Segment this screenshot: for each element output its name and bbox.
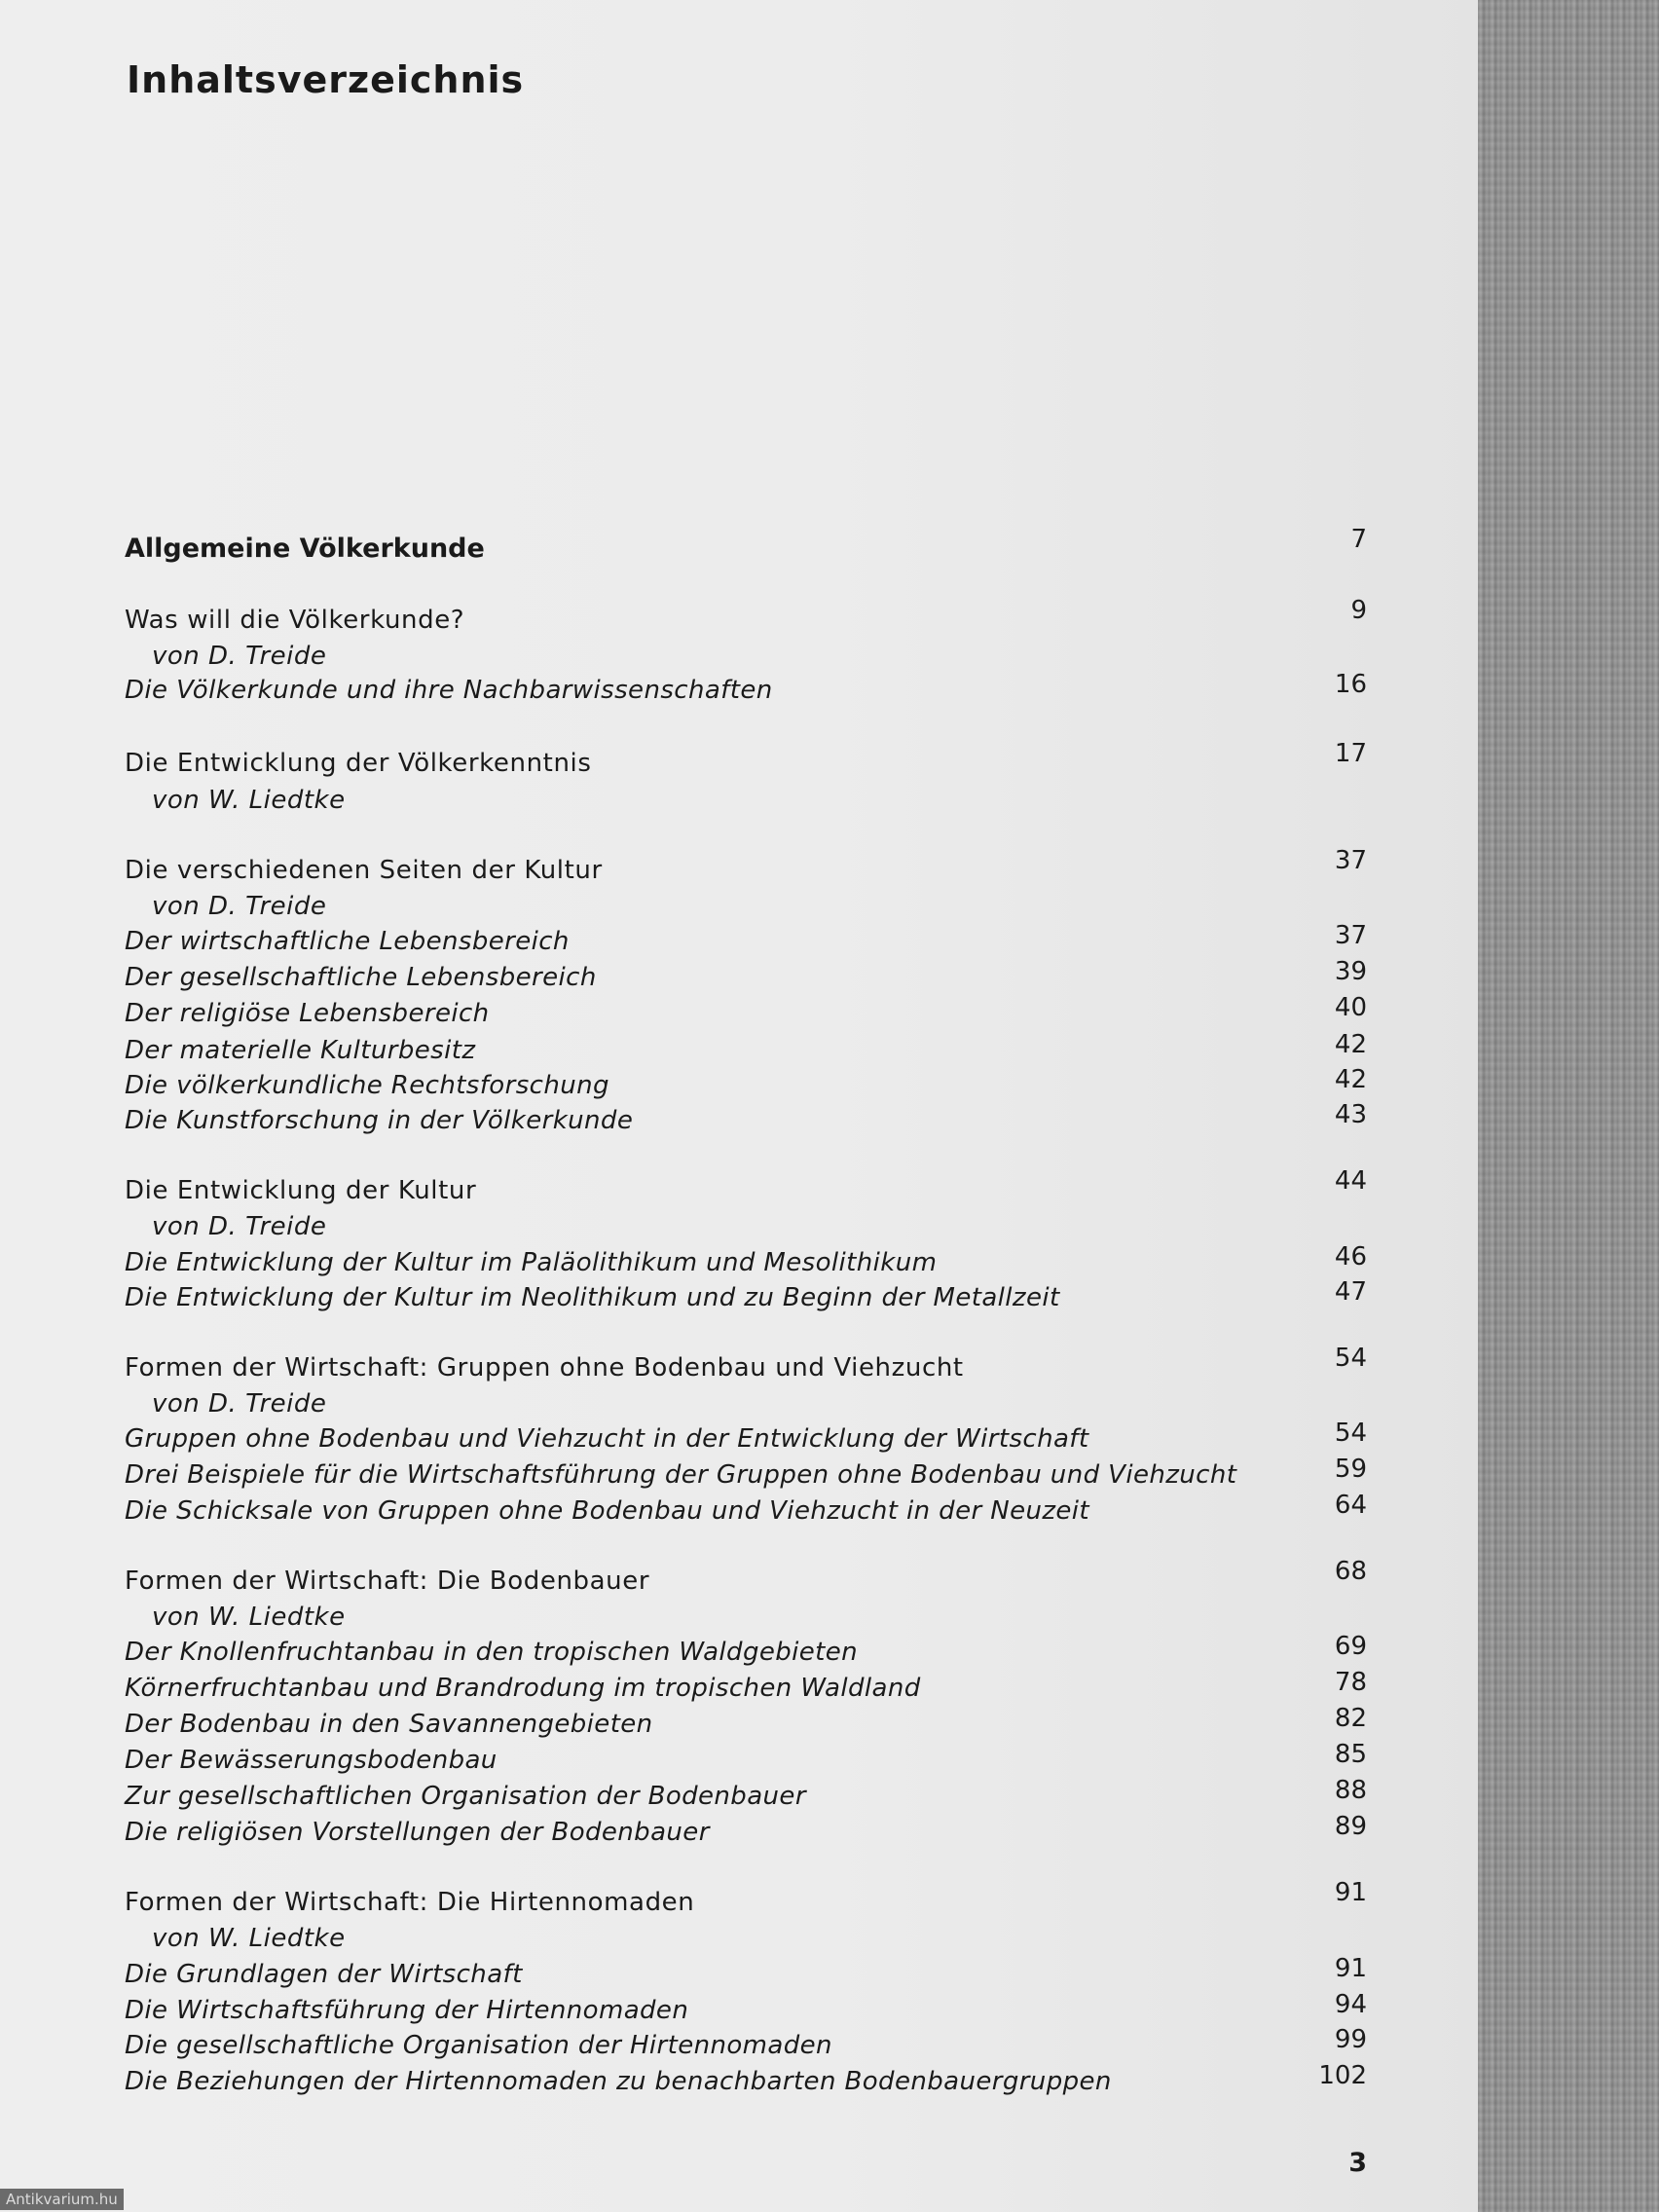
toc-entry-page: 85 bbox=[1334, 1740, 1367, 1769]
toc-entry-page: 102 bbox=[1318, 2061, 1367, 2090]
toc-entry-sub bbox=[0, 1420, 1478, 1459]
toc-entry-chapter bbox=[0, 1878, 1478, 1923]
toc-entry-title: Was will die Völkerkunde? bbox=[125, 606, 465, 635]
toc-entry-page: 39 bbox=[1334, 957, 1367, 986]
toc-entry-title: von W. Liedtke bbox=[152, 1924, 346, 1953]
toc-entry-sub bbox=[0, 1067, 1478, 1106]
toc-entry-title: Der gesellschaftliche Lebensbereich bbox=[125, 963, 597, 992]
toc-entry-title: Die Grundlagen der Wirtschaft bbox=[125, 1960, 523, 1989]
toc-entry-title: Der religiöse Lebensbereich bbox=[125, 999, 490, 1028]
toc-entry-title: Die religiösen Vorstellungen der Bodenbauer bbox=[125, 1818, 710, 1847]
toc-entry-page: 91 bbox=[1334, 1878, 1367, 1907]
toc-entry-sub bbox=[0, 1244, 1478, 1283]
toc-entry-title: von W. Liedtke bbox=[152, 786, 346, 815]
toc-entry-page: 40 bbox=[1334, 993, 1367, 1022]
toc-entry-author bbox=[0, 782, 1478, 821]
toc-entry-sub bbox=[0, 1456, 1478, 1495]
toc-entry-title: Die Entwicklung der Kultur im Paläolithikum und Mesolithikum bbox=[125, 1248, 938, 1277]
toc-entry-title: Formen der Wirtschaft: Die Bodenbauer bbox=[125, 1567, 650, 1596]
toc-entry-chapter bbox=[0, 1557, 1478, 1602]
toc-entry-page: 54 bbox=[1334, 1344, 1367, 1373]
toc-entry-page: 9 bbox=[1350, 596, 1367, 625]
toc-entry-chapter bbox=[0, 596, 1478, 641]
toc-entry-sub bbox=[0, 1102, 1478, 1141]
toc-entry-author bbox=[0, 1599, 1478, 1638]
toc-entry-title: Die Völkerkunde und ihre Nachbarwissenschaften bbox=[125, 676, 773, 705]
toc-entry-title: Formen der Wirtschaft: Die Hirtennomaden bbox=[125, 1888, 695, 1917]
watermark: Antikvarium.hu bbox=[0, 2189, 124, 2210]
toc-entry-sub bbox=[0, 1493, 1478, 1531]
toc-entry-author bbox=[0, 888, 1478, 927]
toc-entry-page: 89 bbox=[1334, 1812, 1367, 1841]
toc-entry-sub bbox=[0, 2027, 1478, 2066]
toc-entry-page: 44 bbox=[1334, 1166, 1367, 1196]
toc-entry-title: Körnerfruchtanbau und Brandrodung im tropischen Waldland bbox=[125, 1674, 921, 1703]
toc-entry-page: 99 bbox=[1334, 2025, 1367, 2054]
toc-entry-sub bbox=[0, 1778, 1478, 1817]
toc-entry-page: 54 bbox=[1334, 1419, 1367, 1448]
toc-entry-title: Drei Beispiele für die Wirtschaftsführung der Gruppen ohne Bodenbau und Viehzucht bbox=[125, 1460, 1237, 1490]
toc-entry-page: 94 bbox=[1334, 1990, 1367, 2019]
page-title: Inhaltsverzeichnis bbox=[127, 58, 525, 101]
toc-entry-page: 69 bbox=[1334, 1632, 1367, 1661]
toc-entry-title: Die völkerkundliche Rechtsforschung bbox=[125, 1071, 609, 1100]
toc-entry-chapter bbox=[0, 846, 1478, 891]
toc-entry-page: 47 bbox=[1334, 1277, 1367, 1307]
toc-entry-sub bbox=[0, 1032, 1478, 1071]
toc-entry-title: von W. Liedtke bbox=[152, 1603, 346, 1632]
toc-entry-author bbox=[0, 638, 1478, 677]
toc-entry-title: Die verschiedenen Seiten der Kultur bbox=[125, 856, 603, 885]
toc-entry-title: Die Beziehungen der Hirtennomaden zu benachbarten Bodenbauergruppen bbox=[125, 2067, 1112, 2096]
toc-entry-title: Der Bodenbau in den Savannengebieten bbox=[125, 1710, 653, 1739]
toc-entry-page: 16 bbox=[1334, 670, 1367, 699]
toc-entry-title: Die gesellschaftliche Organisation der Hirtennomaden bbox=[125, 2031, 832, 2060]
toc-entry-title: Formen der Wirtschaft: Gruppen ohne Bodenbau und Viehzucht bbox=[125, 1353, 964, 1382]
toc-entry-page: 37 bbox=[1334, 846, 1367, 875]
toc-entry-title: Der Bewässerungsbodenbau bbox=[125, 1746, 498, 1775]
toc-entry-author bbox=[0, 1920, 1478, 1959]
toc-entry-title: von D. Treide bbox=[152, 1212, 327, 1241]
toc-entry-title: Die Entwicklung der Völkerkenntnis bbox=[125, 749, 592, 778]
toc-entry-page: 88 bbox=[1334, 1776, 1367, 1805]
toc-entry-page: 37 bbox=[1334, 921, 1367, 950]
toc-entry-title: Gruppen ohne Bodenbau und Viehzucht in der Entwicklung der Wirtschaft bbox=[125, 1424, 1089, 1454]
toc-entry-title: Die Schicksale von Gruppen ohne Bodenbau und Viehzucht in der Neuzeit bbox=[125, 1496, 1090, 1526]
toc-entry-sub bbox=[0, 1992, 1478, 2031]
toc-entry-page: 64 bbox=[1334, 1491, 1367, 1520]
page-number: 3 bbox=[1348, 2148, 1367, 2178]
toc-entry-chapter bbox=[0, 1344, 1478, 1388]
toc-entry-sub bbox=[0, 995, 1478, 1034]
toc-entry-sub bbox=[0, 959, 1478, 998]
toc-entry-title: Die Entwicklung der Kultur bbox=[125, 1176, 477, 1205]
toc-entry-sub bbox=[0, 1706, 1478, 1745]
toc-entry-sub bbox=[0, 1956, 1478, 1995]
toc-entry-sub bbox=[0, 1742, 1478, 1781]
toc-entry-author bbox=[0, 1385, 1478, 1424]
toc-entry-title: Die Wirtschaftsführung der Hirtennomaden bbox=[125, 1996, 689, 2025]
toc-entry-title: Der wirtschaftliche Lebensbereich bbox=[125, 927, 570, 956]
toc-entry-page: 91 bbox=[1334, 1954, 1367, 1983]
toc-entry-sub bbox=[0, 923, 1478, 962]
toc-entry-sub bbox=[0, 1279, 1478, 1318]
toc-entry-page: 68 bbox=[1334, 1557, 1367, 1586]
toc-entry-title: Der materielle Kulturbesitz bbox=[125, 1036, 476, 1065]
toc-entry-sub bbox=[0, 1670, 1478, 1709]
toc-entry-page: 59 bbox=[1334, 1455, 1367, 1484]
toc-entry-sub bbox=[0, 2063, 1478, 2102]
toc-entry-page: 17 bbox=[1334, 739, 1367, 768]
toc-entry-sub bbox=[0, 672, 1478, 711]
toc-entry-title: von D. Treide bbox=[152, 642, 327, 671]
toc-entry-chapter bbox=[0, 739, 1478, 784]
toc-entry-sub bbox=[0, 1814, 1478, 1853]
toc-entry-page: 46 bbox=[1334, 1242, 1367, 1272]
toc-entry-page: 42 bbox=[1334, 1065, 1367, 1094]
toc-entry-title: Die Entwicklung der Kultur im Neolithikum und zu Beginn der Metallzeit bbox=[125, 1283, 1060, 1312]
toc-entry-page: 82 bbox=[1334, 1704, 1367, 1733]
toc-entry-chapter bbox=[0, 1166, 1478, 1211]
toc-entry-page: 78 bbox=[1334, 1668, 1367, 1697]
toc-entry-page: 7 bbox=[1350, 525, 1367, 554]
book-edge-background bbox=[1478, 0, 1659, 2212]
toc-entry-sub bbox=[0, 1634, 1478, 1673]
toc-entry-title: Zur gesellschaftlichen Organisation der Bodenbauer bbox=[125, 1782, 806, 1811]
toc-entry-title: von D. Treide bbox=[152, 892, 327, 921]
toc-entry-title: Der Knollenfruchtanbau in den tropischen Waldgebieten bbox=[125, 1638, 859, 1667]
toc-entry-page: 43 bbox=[1334, 1100, 1367, 1129]
toc-entry-part bbox=[0, 525, 1478, 570]
toc-entry-author bbox=[0, 1208, 1478, 1247]
toc-entry-title: Die Kunstforschung in der Völkerkunde bbox=[125, 1106, 634, 1135]
toc-entry-page: 42 bbox=[1334, 1030, 1367, 1059]
toc-entry-title: von D. Treide bbox=[152, 1389, 327, 1419]
toc-entry-title: Allgemeine Völkerkunde bbox=[125, 534, 485, 564]
